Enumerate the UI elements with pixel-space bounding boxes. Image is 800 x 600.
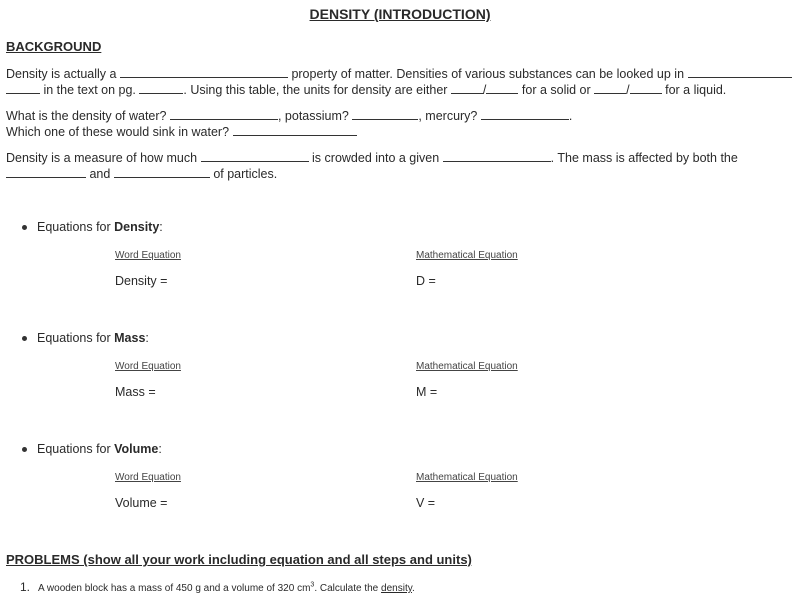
math-equation-label: Mathematical Equation — [416, 361, 518, 372]
text: Equations for — [37, 220, 115, 234]
text: in the text on pg. — [43, 83, 136, 97]
blank-field[interactable] — [630, 82, 662, 94]
text: / — [482, 83, 487, 97]
text: density — [381, 583, 412, 594]
text: Equations for — [37, 442, 115, 456]
text: Which one of these would sink in water? — [6, 125, 230, 139]
density-math-equation: D = — [416, 274, 436, 288]
blank-field[interactable] — [443, 150, 551, 162]
page-title: DENSITY (INTRODUCTION) — [309, 6, 491, 22]
density-word-equation: Density = — [115, 274, 168, 288]
background-paragraph-3 — [6, 150, 738, 182]
volume-word-equation: Volume = — [115, 496, 168, 510]
blank-field[interactable] — [352, 108, 418, 120]
problem-item — [20, 580, 415, 594]
text: : — [159, 220, 163, 234]
text: Density is a measure of how much — [6, 151, 198, 165]
blank-field[interactable] — [233, 124, 357, 136]
text: : — [145, 331, 149, 345]
math-equation-label: Mathematical Equation — [416, 472, 518, 483]
blank-field[interactable] — [594, 82, 626, 94]
mass-word-equation: Mass = — [115, 385, 156, 399]
blank-field[interactable] — [688, 66, 792, 78]
blank-field[interactable] — [486, 82, 518, 94]
text: Equations for — [37, 331, 115, 345]
text: Mass — [114, 331, 146, 345]
text: . — [568, 109, 573, 123]
background-heading: BACKGROUND — [6, 39, 102, 54]
text: of particles. — [213, 167, 278, 181]
text: Density is actually a — [6, 67, 117, 81]
text: for a liquid. — [665, 83, 727, 97]
background-paragraph-1 — [6, 66, 792, 98]
blank-field[interactable] — [170, 108, 278, 120]
word-equation-label: Word Equation — [115, 250, 181, 261]
text: . The mass is affected by both the — [550, 151, 738, 165]
blank-field[interactable] — [201, 150, 309, 162]
bullet-icon — [22, 336, 27, 341]
math-equation-label: Mathematical Equation — [416, 250, 518, 261]
text: 3 — [310, 581, 315, 589]
blank-field[interactable] — [114, 166, 210, 178]
text: property of matter. Densities of various substances can be looked up in — [291, 67, 685, 81]
text: Volume — [114, 442, 159, 456]
equations-mass-heading — [22, 331, 149, 345]
text: . Using this table, the units for density are either — [183, 83, 448, 97]
blank-field[interactable] — [481, 108, 569, 120]
text: is crowded into a given — [312, 151, 440, 165]
text: / — [626, 83, 630, 97]
text: , mercury? — [418, 109, 478, 123]
text: . — [411, 583, 415, 594]
volume-math-equation: V = — [416, 496, 436, 510]
blank-field[interactable] — [120, 66, 288, 78]
problem-number: 1. — [20, 580, 31, 594]
text: A wooden block has a mass of 450 g and a volume of 320 cm — [38, 583, 311, 594]
mass-math-equation: M = — [416, 385, 438, 399]
text: Density — [114, 220, 160, 234]
equations-density-heading — [22, 220, 163, 234]
bullet-icon — [22, 447, 27, 452]
blank-field[interactable] — [6, 82, 40, 94]
equations-volume-heading — [22, 442, 162, 456]
background-paragraph-2 — [6, 108, 572, 140]
blank-field[interactable] — [139, 82, 183, 94]
problems-heading: PROBLEMS (show all your work including equation and all steps and units) — [6, 552, 472, 567]
text: for a solid or — [521, 83, 591, 97]
text: : — [158, 442, 162, 456]
text: , potassium? — [277, 109, 349, 123]
word-equation-label: Word Equation — [115, 361, 181, 372]
blank-field[interactable] — [451, 82, 483, 94]
word-equation-label: Word Equation — [115, 472, 181, 483]
bullet-icon — [22, 225, 27, 230]
text: What is the density of water? — [6, 109, 167, 123]
text: and — [89, 167, 111, 181]
blank-field[interactable] — [6, 166, 86, 178]
text: . Calculate the — [314, 583, 382, 594]
